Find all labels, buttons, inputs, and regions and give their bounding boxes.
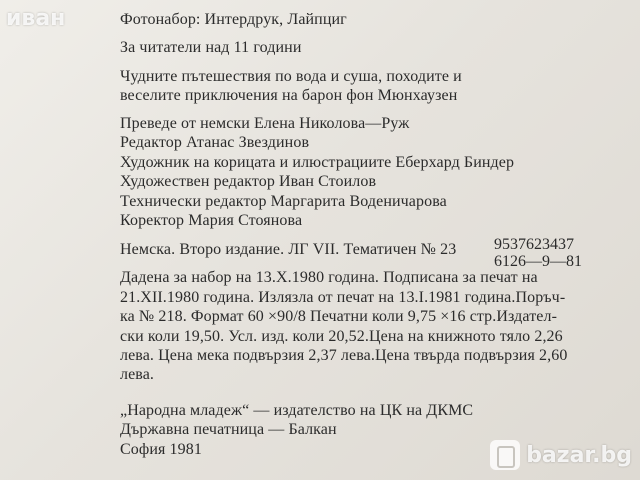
editor-line: Редактор Атанас Звездинов [120, 134, 310, 151]
publisher-line: „Народна младеж“ — издателство на ЦК на ДКМС [120, 402, 474, 419]
print-info-line-3: ка № 218. Формат 60 ×90/8 Печатни коли 9,75 ×16 стр.Издател- [120, 308, 557, 325]
watermark-bottom-right-text: bazar.bg [526, 442, 632, 468]
print-info-line-4: ски коли 19,50. Усл. изд. коли 20,52.Цена на книжното тяло 2,26 [120, 328, 563, 345]
print-info-line-6: лева. [120, 366, 155, 383]
artist-line: Художник на корицата и илюстрациите Еберхард Биндер [120, 154, 515, 171]
art-editor-line: Художествен редактор Иван Стоилов [120, 173, 377, 190]
tech-editor-line: Технически редактор Маргарита Воденичарова [120, 193, 447, 210]
print-info-line-5: лева. Цена мека подвързия 2,37 лева.Цена твърда подвързия 2,60 [120, 347, 568, 364]
catalog-code-2: 6126—9—81 [494, 253, 582, 270]
bazar-logo-icon [490, 440, 520, 470]
title-line-2: веселите приключения на барон фон Мюнхаузен [120, 87, 458, 104]
printer-line: Държавна печатница — Балкан [120, 421, 337, 438]
city-year-line: София 1981 [120, 441, 202, 458]
catalog-codes [494, 236, 582, 270]
translator-line: Преведе от немски Елена Николова—Руж [120, 115, 410, 132]
print-info-line-2: 21.XII.1980 година. Излязла от печат на 13.I.1981 година.Поръч- [120, 289, 566, 306]
proofreader-line: Коректор Мария Стоянова [120, 212, 303, 229]
typesetting-line: Фотонабор: Интердрук, Лайпциг [120, 11, 347, 28]
watermark-top-left: иван [6, 6, 66, 31]
age-rating-line: За читатели над 11 години [120, 39, 302, 56]
print-info-line-1: Дадена за набор на 13.X.1980 година. Подписана за печат на [120, 269, 538, 286]
watermark-bottom-right [490, 440, 632, 470]
edition-line: Немска. Второ издание. ЛГ VII. Тематичен № 23 [120, 241, 457, 258]
title-line-1: Чудните пътешествия по вода и суша, походите и [120, 68, 462, 85]
catalog-code-1: 9537623437 [494, 236, 574, 253]
